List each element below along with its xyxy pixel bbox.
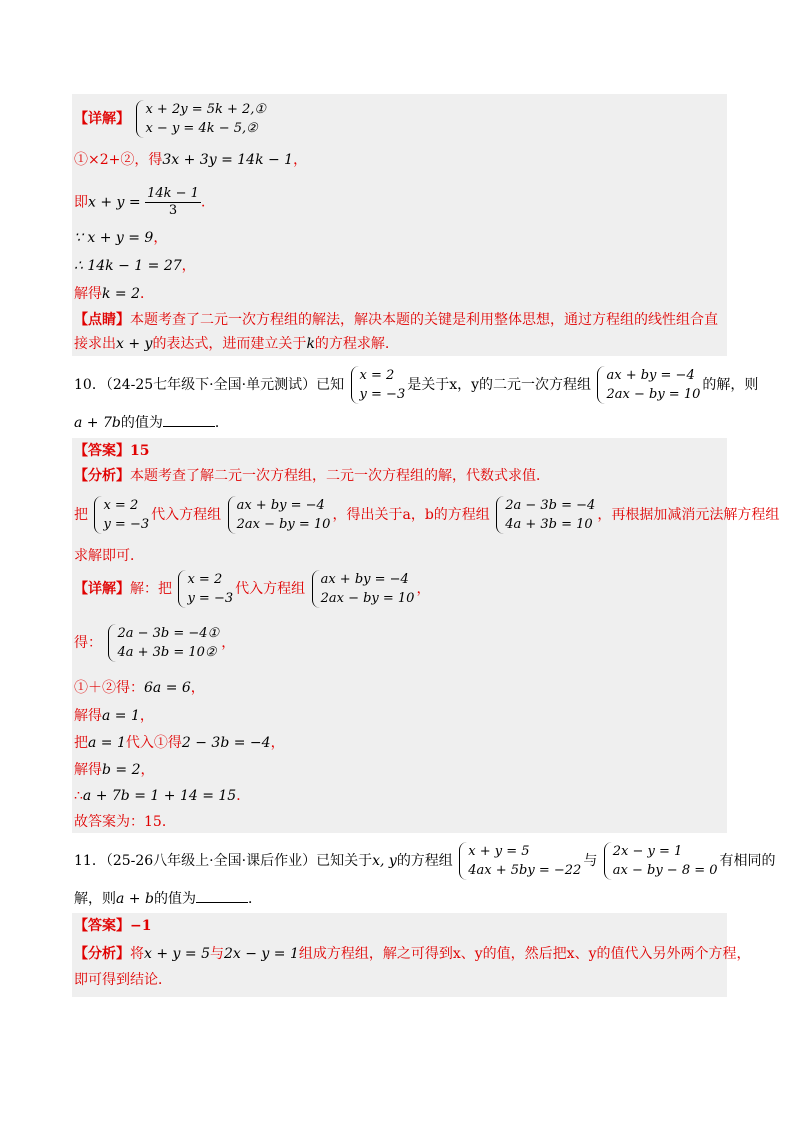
equation-system: x + y = 5 4ax + 5by = −22 [459,842,581,880]
step-line: 解得k = 2． [74,286,155,302]
detail-line: 【详解】解：把 x = 2 y = −3 代入方程组 ax + by = −4 2ax − by = 10 ， [74,572,431,606]
analysis-line: 求解即可． [74,548,144,564]
analysis-line: 【分析】本题考查了解二元一次方程组，二元一次方程组的解，代数式求值． [74,468,550,484]
point-label: 【点睛】 [74,312,130,328]
answer-label: 【答案】 [74,918,130,934]
equation-system: x + 2y = 5k + 2,① x − y = 4k − 5,② [136,100,266,138]
question-10: 10．（24-25七年级下·全国·单元测试）已知 x = 2 y = −3 是关于x，y的二元一次方程组 ax + by = −4 2ax − by = 10 的解，则 [74,368,759,402]
step-line: 即x + y = $\frac{14k - 1}{3}$ ． [74,186,215,218]
fraction: $\frac{14k - 1}{3}$ [147,186,199,218]
analysis-line: 把 x = 2 y = −3 代入方程组 ax + by = −4 2ax − by = 10 ，得出关于a，b的方程组 2a − 3b = −4 4a + 3b = 10 ，再根据加减消元法解方程组 [74,498,780,532]
solution-system: x = 2 y = −3 [178,570,233,608]
detail-line: 得： 2a − 3b = −4① 4a + 3b = 10② ， [74,626,236,660]
detail-line: 解得b = 2， [74,762,155,778]
point-line: 接求出x + y的表达式，进而建立关于k的方程求解. [74,336,390,352]
equation-system: ax + by = −4 2ax − by = 10 [312,570,415,608]
equation-system: ax + by = −4 2ax − by = 10 [597,366,700,404]
detail-line: ①＋②得：6a = 6， [74,680,205,696]
detail-line: 解得a = 1， [74,708,154,724]
analysis-label: 【分析】 [74,946,130,962]
detail-label: 【详解】 [74,111,130,127]
solution-system: x = 2 y = −3 [351,366,406,404]
final-answer-line: 故答案为：15． [74,814,176,830]
answer-blank[interactable] [196,890,248,903]
detail-line: ∴a + 7b = 1 + 14 = 15． [74,788,251,804]
analysis-line: 【分析】将x + y = 5与2x − y = 1组成方程组，解之可得到x、y的值，然后把x、y的值代入另外两个方程， [74,946,751,962]
equation-system: ax + by = −4 2ax − by = 10 [228,496,331,534]
question-11: 11．（25-26八年级上·全国·课后作业）已知关于x, y的方程组 x + y = 5 4ax + 5by = −22 与 2x − y = 1 ax − by − 8 = 0 有相同的 [74,844,776,878]
answer-line: 【答案】−1 [74,918,152,934]
step-line: ∴ 14k − 1 = 27， [74,258,196,274]
question-10-line2: a + 7b的值为 ． [74,415,229,431]
detail-line [74,100,268,138]
detail-label: 【详解】 [74,581,130,597]
analysis-label: 【分析】 [74,468,130,484]
answer-label: 【答案】 [74,443,130,459]
solution-system: x = 2 y = −3 [94,496,149,534]
detail-line: 把a = 1代入①得2 − 3b = −4， [74,735,285,751]
step-line: ①×2+②，得3x + 3y = 14k − 1， [74,152,308,168]
step-line: ∵ x + y = 9， [74,230,168,246]
equation-system: 2a − 3b = −4① 4a + 3b = 10② [108,624,219,662]
answer-line: 【答案】15 [74,443,150,459]
analysis-line: 即可得到结论． [74,972,172,988]
answer-blank[interactable] [163,414,215,427]
equation-system: 2a − 3b = −4 4a + 3b = 10 [496,496,595,534]
equation-system: 2x − y = 1 ax − by − 8 = 0 [604,842,718,880]
point-line: 【点睛】本题考查了二元一次方程组的解法，解决本题的关键是利用整体思想，通过方程组的线性组合直 [74,312,718,328]
question-11-line2: 解，则a + b的值为 ． [74,891,262,907]
